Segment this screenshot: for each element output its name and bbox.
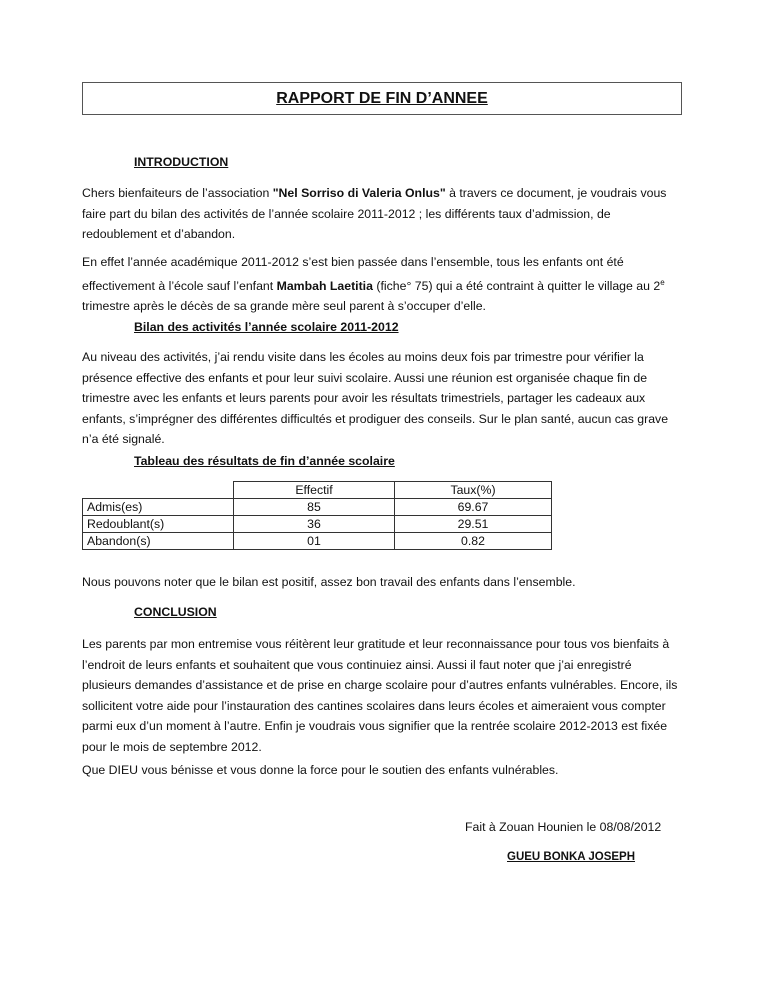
intro-p1-post: à travers ce document, je voudrais vous faire part du bilan des activités de l’année scolaire 2011-2012 ; les différents taux d’admission, de redoublement et d’abandon. xyxy=(82,186,667,241)
row-label: Admis(es) xyxy=(83,499,234,516)
intro-p1-pre: Chers bienfaiteurs de l’association xyxy=(82,186,273,200)
child-name: Mambah Laetitia xyxy=(276,278,373,293)
intro-p2-pre: En effet l’année académique 2011-2012 s’est bien passée dans l’ensemble, tous les enfants ont été effectivement à l’école sauf l’enfant xyxy=(82,255,624,293)
bilan-paragraph: Au niveau des activités, j’ai rendu visite dans les écoles au moins deux fois par trimestre pour vérifier la présence effective des enfants et pour leur suivi scolaire. Aussi une réunion est organisée chaque fin de trimestre avec les enfants et leurs parents pour avoir les résultats trimestriels, partager les cadeaux aux enfants, s’imprégner des différentes difficultés et prodiguer des conseils. Sur le plan santé, aucun cas grave n’a été signalé. xyxy=(82,350,669,446)
bilan-heading: Bilan des activités l’année scolaire 2011-2012 xyxy=(134,320,399,334)
intro-p2-mid: (fiche° 75) qui a été contraint à quitter le village au 2 xyxy=(372,278,661,293)
document-title: RAPPORT DE FIN D’ANNEE xyxy=(276,89,488,107)
introduction-paragraph-2 xyxy=(82,252,682,317)
summary-paragraph: Nous pouvons noter que le bilan est positif, assez bon travail des enfants dans l’ensemble. xyxy=(82,575,576,589)
conclusion-paragraph: Les parents par mon entremise vous réitèrent leur gratitude et leur reconnaissance pour tous vos bienfaits à l’endroit de leurs enfants et souhaitent que vous continuiez ainsi. Aussi il faut noter que j’ai enregistré plusieurs demandes d’assistance et de prise en charge scolaire pour d’autres enfants vulnérables. Encore, ils sollicitent votre aide pour l’instauration des cantines scolaires dans leurs écoles et aimeraient vous compter parmi eux d’un moment à l’autre. Enfin je voudrais vous signifier que la rentrée scolaire 2012-2013 est fixée pour le mois de septembre 2012. xyxy=(82,637,678,754)
table-heading: Tableau des résultats de fin d’année scolaire xyxy=(134,454,395,468)
place-date: Fait à Zouan Hounien le 08/08/2012 xyxy=(465,820,662,834)
table-row xyxy=(83,516,552,533)
row-taux: 29.51 xyxy=(395,516,552,533)
row-effectif: 01 xyxy=(234,533,395,550)
ordinal-superscript: e xyxy=(660,277,665,287)
table-row xyxy=(83,499,552,516)
row-label: Abandon(s) xyxy=(83,533,234,550)
blessing-paragraph: Que DIEU vous bénisse et vous donne la force pour le soutien des enfants vulnérables. xyxy=(82,763,559,777)
row-taux: 0.82 xyxy=(395,533,552,550)
title-box xyxy=(82,82,682,115)
col-header-effectif: Effectif xyxy=(234,482,395,499)
association-name: "Nel Sorriso di Valeria Onlus" xyxy=(272,186,446,200)
table-header-row xyxy=(83,482,552,499)
introduction-paragraph-1 xyxy=(82,183,682,245)
row-taux: 69.67 xyxy=(395,499,552,516)
results-table xyxy=(82,481,552,550)
intro-p2-post: trimestre après le décès de sa grande mère seul parent à s’occuper d’elle. xyxy=(82,299,486,314)
signatory-name: GUEU BONKA JOSEPH xyxy=(507,851,636,863)
introduction-heading: INTRODUCTION xyxy=(134,155,229,169)
row-effectif: 36 xyxy=(234,516,395,533)
row-label: Redoublant(s) xyxy=(83,516,234,533)
table-empty-cell xyxy=(83,482,234,499)
col-header-taux: Taux(%) xyxy=(395,482,552,499)
conclusion-heading: CONCLUSION xyxy=(134,605,217,619)
table-row xyxy=(83,533,552,550)
row-effectif: 85 xyxy=(234,499,395,516)
